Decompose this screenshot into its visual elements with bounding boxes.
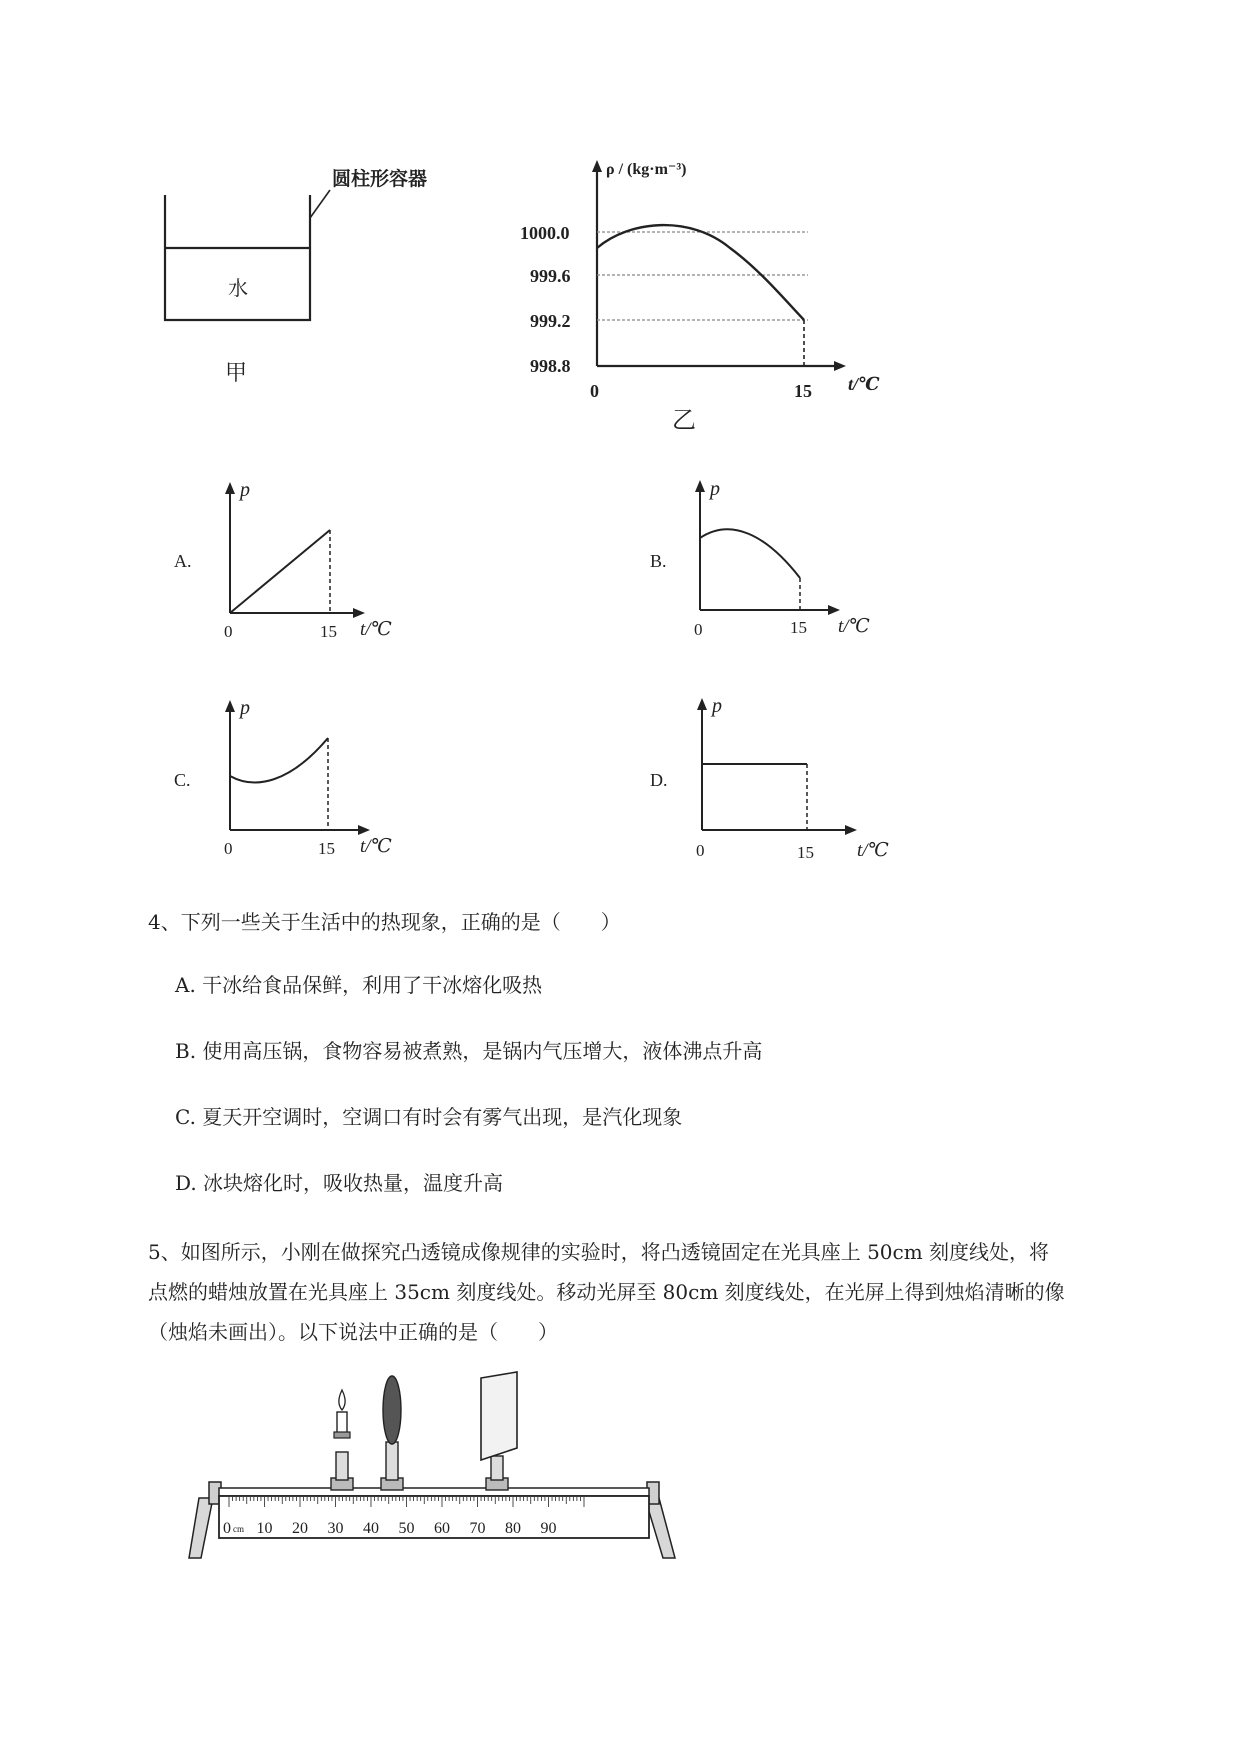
x-axis-label: t/℃	[360, 836, 392, 857]
y-axis-label: p	[710, 478, 720, 500]
ruler-labels	[257, 1520, 557, 1537]
option-b-graph	[680, 478, 880, 648]
x-tick-15: 15	[318, 839, 335, 858]
y-tick-998-8: 998.8	[530, 356, 571, 376]
pressure-line	[230, 530, 330, 613]
y-tick-999-2: 999.2	[530, 311, 571, 331]
ruler-label: 50	[398, 1520, 415, 1537]
q4-stem: 4、下列一些关于生活中的热现象，正确的是（ ）	[148, 910, 621, 934]
left-leg	[189, 1498, 213, 1558]
y-axis-arrow	[225, 482, 235, 494]
density-curve	[597, 225, 804, 320]
ruler-label: 70	[469, 1520, 486, 1537]
x-tick-0: 0	[224, 622, 233, 641]
x-tick-0: 0	[696, 841, 705, 860]
y-tick-999-6: 999.6	[530, 266, 571, 286]
q4-option-d: D. 冰块熔化时，吸收热量，温度升高	[175, 1171, 504, 1195]
x-axis-label: t/℃	[360, 619, 392, 640]
option-c-graph	[210, 698, 410, 868]
bench-rail	[219, 1488, 649, 1496]
option-c-letter: C.	[174, 770, 191, 790]
q5-stem-line-2: 点燃的蜡烛放置在光具座上 35cm 刻度线处。移动光屏至 80cm 刻度线处，在光屏上得到烛焰清晰的像	[148, 1280, 1065, 1304]
x-axis-label: t/℃	[838, 616, 870, 637]
caption-jia: 甲	[225, 361, 248, 386]
x-axis-arrow	[845, 825, 857, 835]
container-label: 圆柱形容器	[332, 168, 428, 190]
x-tick-0: 0	[694, 620, 703, 639]
x-axis-label: t/℃	[848, 374, 880, 394]
ruler-zero: 0	[223, 1520, 231, 1537]
light-screen	[481, 1372, 517, 1490]
x-axis-label: t/℃	[857, 840, 889, 861]
x-tick-0: 0	[590, 381, 599, 401]
option-d-letter: D.	[650, 770, 668, 790]
ruler-label: 10	[256, 1520, 273, 1537]
y-tick-1000-0: 1000.0	[520, 223, 570, 243]
y-axis-arrow	[225, 700, 235, 712]
y-axis-arrow	[695, 480, 705, 492]
y-axis-label: ρ / (kg·m⁻³)	[606, 161, 687, 178]
option-b-letter: B.	[650, 551, 667, 571]
ruler-label: 40	[363, 1520, 379, 1537]
x-axis-arrow	[828, 605, 840, 615]
ruler-label: 80	[505, 1520, 521, 1537]
container-outline	[165, 195, 310, 320]
figure-jia	[150, 150, 480, 390]
ruler-label: 60	[434, 1520, 450, 1537]
x-axis-arrow	[358, 825, 370, 835]
ruler-label: 30	[327, 1520, 344, 1537]
ruler-label: 90	[540, 1520, 557, 1537]
ruler-unit: cm	[233, 1524, 244, 1534]
y-axis-label: p	[240, 698, 250, 719]
q4-option-a: A. 干冰给食品保鲜，利用了干冰熔化吸热	[175, 973, 543, 997]
y-axis-label: p	[240, 480, 250, 501]
y-axis-arrow	[697, 698, 707, 710]
q4-option-c: C. 夏天开空调时，空调口有时会有雾气出现，是汽化现象	[175, 1105, 683, 1129]
x-tick-15: 15	[320, 622, 337, 641]
figure-yi	[520, 160, 900, 430]
water-label: 水	[228, 276, 248, 300]
y-axis-arrow	[592, 160, 602, 172]
candle	[331, 1390, 353, 1490]
pressure-curve	[230, 738, 328, 782]
caption-yi: 乙	[672, 406, 696, 430]
option-d-graph	[680, 696, 900, 866]
x-tick-15: 15	[794, 381, 812, 401]
convex-lens	[381, 1376, 403, 1490]
q5-stem-line-1: 5、如图所示，小刚在做探究凸透镜成像规律的实验时，将凸透镜固定在光具座上 50cm 刻度线处，将	[148, 1240, 1050, 1264]
ruler-label: 20	[292, 1520, 308, 1537]
q4-option-b: B. 使用高压锅，食物容易被煮熟，是锅内气压增大，液体沸点升高	[175, 1039, 763, 1063]
pressure-curve	[700, 529, 800, 578]
x-axis-arrow	[834, 361, 846, 371]
x-tick-0: 0	[224, 839, 233, 858]
y-axis-label: p	[712, 696, 722, 717]
x-tick-15: 15	[790, 618, 807, 637]
x-tick-15: 15	[797, 843, 814, 862]
option-a-graph	[210, 480, 410, 650]
option-a-letter: A.	[174, 551, 192, 571]
label-leader-line	[310, 190, 330, 218]
q5-stem-line-3: （烛焰未画出）。以下说法中正确的是（ ）	[148, 1320, 558, 1344]
x-axis-arrow	[353, 608, 365, 618]
optical-bench-figure	[185, 1370, 685, 1570]
